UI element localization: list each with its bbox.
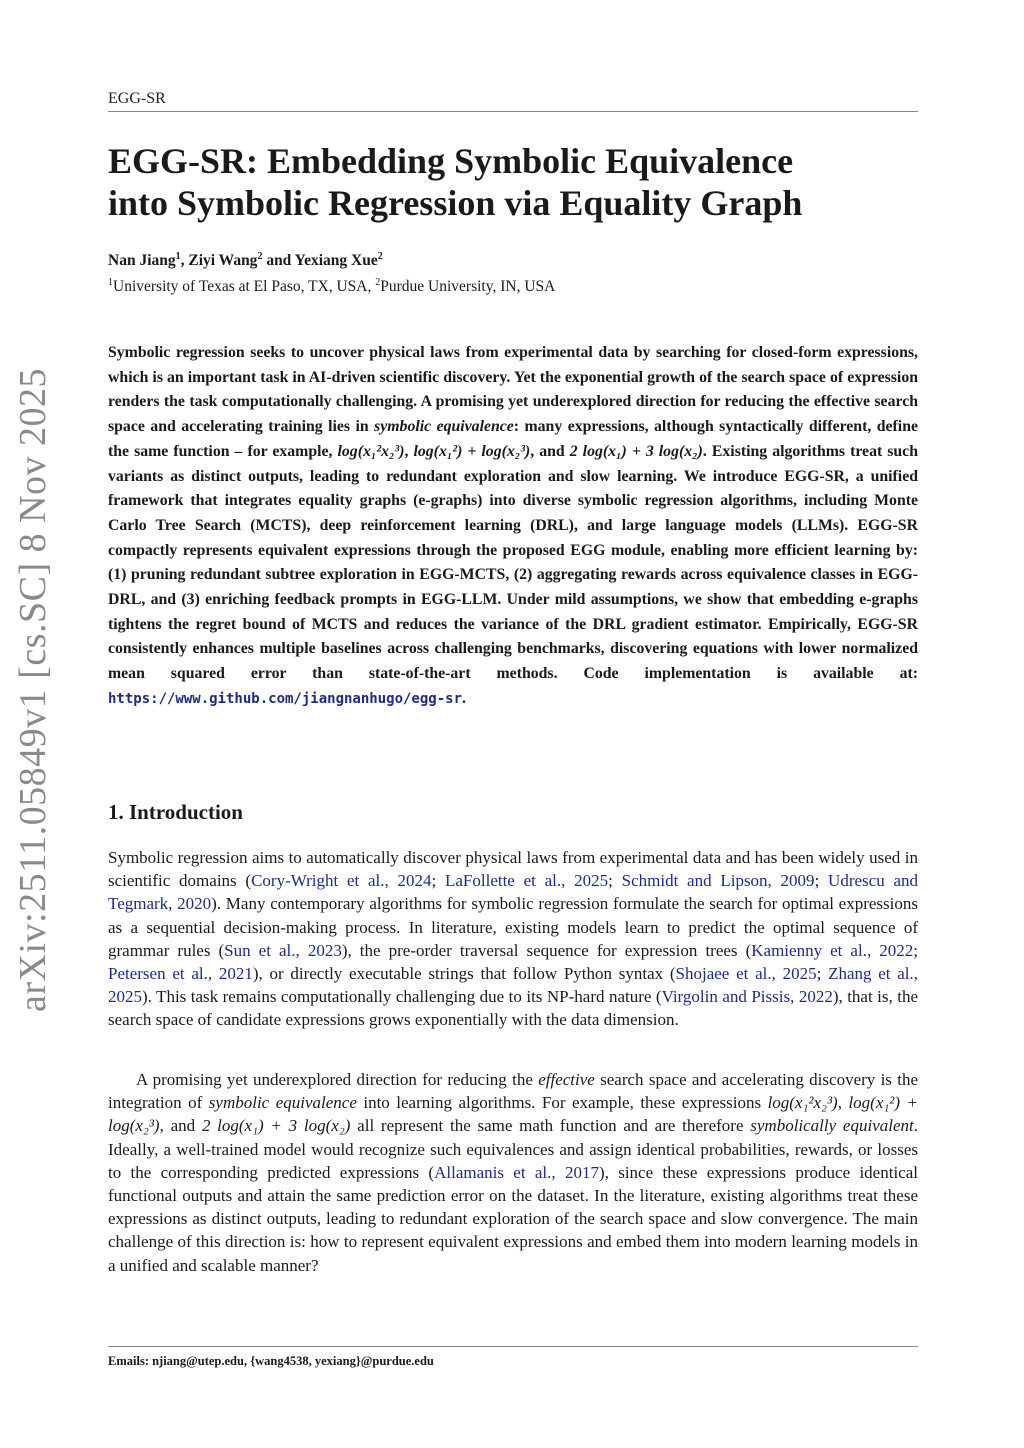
emphasis: effective (538, 1070, 595, 1089)
footnote-rule (108, 1346, 918, 1347)
abstract-text: . (462, 689, 466, 707)
affiliation-mark: 1 (108, 277, 113, 288)
affiliation-mark: 2 (377, 251, 383, 262)
citation-link[interactable]: Shojaee et al., 2025 (675, 964, 817, 984)
author-name: Yexiang Xue (294, 252, 378, 269)
body-text: ; (431, 871, 445, 891)
affiliation-mark: 1 (175, 251, 181, 262)
citation-link[interactable]: Cory-Wright et al., 2024 (251, 871, 432, 891)
body-text: Symbolic regression aims to automatically discover physical laws from experimental data and has been widely used in scientific domains ( (108, 848, 918, 891)
footnote-emails: Emails: njiang@utep.edu, {wang4538, yexiang}@purdue.edu (108, 1354, 434, 1368)
math-expression: 2 log(x₁) + 3 log(x₂) (201, 1116, 351, 1136)
citation-link[interactable]: Virgolin and Pissis, 2022 (661, 987, 833, 1007)
math-expression: log(x₁²) + log(x₂³) (413, 442, 531, 460)
math-expression: log(x₁²x₂³) (337, 442, 405, 460)
affiliation-text: Purdue University, IN, USA (380, 278, 556, 295)
body-text: , and (159, 1116, 202, 1136)
body-text: ), or directly executable strings that follow Python syntax ( (252, 964, 676, 984)
header-rule (108, 111, 918, 112)
abstract-text: Symbolic regression seeks to uncover physical laws from experimental data by searching for closed-form expressions, which is an important task in AI-driven scientific discovery. Yet the exponential growth of the search space of expression renders the task computationally challenging. A promising yet underexplored direction for reducing the effective search space and accelerating training lies in (108, 344, 918, 436)
author-separator: and (262, 252, 295, 269)
body-text: search space and accelerating discovery is the integration of (108, 1070, 918, 1113)
body-text: ). Many contemporary algorithms for symbolic regression formulate the search for optimal expressions as a sequential decision-making process. In literature, existing models learn to predict the optimal sequence of grammar rules ( (108, 894, 918, 960)
citation-link[interactable]: Allamanis et al., 2017 (434, 1162, 599, 1182)
body-text: ), that is, the search space of candidate expressions grows exponentially with the data dimension. (108, 987, 919, 1030)
affiliation-mark: 2 (375, 277, 381, 288)
citation-link[interactable]: Petersen et al., 2021 (108, 964, 253, 984)
abstract-text: : many expressions, although syntactically different, define the same function – for example, (108, 418, 918, 460)
intro-paragraph-2 (108, 1068, 918, 1277)
body-text: A promising yet underexplored direction for reducing the (136, 1070, 539, 1089)
citation-link[interactable]: Sun et al., 2023 (224, 940, 342, 960)
emphasis: symbolically equivalent (750, 1116, 914, 1136)
emphasis: symbolic equivalence (208, 1093, 357, 1113)
arxiv-identifier-stamp[interactable]: arXiv:2511.05849v1 [cs.SC] 8 Nov 2025 (12, 367, 54, 1012)
section-heading: 1. Introduction (108, 800, 243, 824)
body-text: ). This task remains computationally challenging due to its NP-hard nature ( (142, 987, 662, 1007)
author-name: Ziyi Wang (188, 252, 258, 269)
abstract-text: , and (530, 442, 570, 460)
citation-link[interactable]: Schmidt and Lipson, 2009 (621, 871, 815, 891)
paper-title (108, 140, 918, 224)
abstract-text: . Existing algorithms treat such variants as distinct outputs, leading to redundant exploration and slow learning. We introduce EGG-SR, a unified framework that integrates equality graphs (e-graphs) into diverse symbolic regression algorithms, including Monte Carlo Tree Search (MCTS), deep reinforcement learning (DRL), and large language models (LLMs). EGG-SR compactly represents equivalent expressions through the proposed EGG module, enabling more efficient learning by: (1) pruning redundant subtree exploration in EGG-MCTS, (2) aggregating rewards across equivalence classes in EGG-DRL, and (3) enriching feedback prompts in EGG-LLM. Under mild assumptions, we show that embedding e-graphs tightens the regret bound of MCTS and reduces the variance of the DRL gradient estimator. Empirically, EGG-SR consistently enhances multiple baselines across challenging benchmarks, discovering equations with lower normalized mean squared error than state-of-the-art methods. Code implementation is available at: (108, 442, 918, 683)
author-list (108, 252, 383, 270)
citation-link[interactable]: LaFollette et al., 2025 (444, 871, 609, 891)
affiliation-text: University of Texas at El Paso, TX, USA, (113, 278, 376, 295)
body-text: ; (608, 871, 622, 891)
author-separator: , (180, 252, 189, 269)
math-expression: log(x₁²) + log(x₂³) (108, 1093, 919, 1136)
code-link[interactable]: https://www.github.com/jiangnanhugo/egg-sr (108, 690, 463, 707)
citation-link[interactable]: Udrescu and Tegmark, 2020 (108, 871, 918, 914)
running-head: EGG-SR (108, 90, 166, 107)
body-text: ), the pre-order traversal sequence for expression trees ( (341, 940, 752, 960)
body-text: all represent the same math function and are therefore (350, 1116, 751, 1136)
abstract-emphasis: symbolic equivalence (374, 418, 514, 436)
abstract-text: , (404, 442, 414, 460)
title-line-2: into Symbolic Regression via Equality Graph (108, 183, 803, 223)
title-line-1: EGG-SR: Embedding Symbolic Equivalence (108, 141, 794, 181)
body-text: ; (814, 871, 829, 891)
body-text: , (837, 1093, 849, 1113)
body-text: ; (913, 940, 918, 960)
math-expression: log(x₁²x₂³) (767, 1093, 838, 1113)
abstract (108, 341, 918, 712)
intro-paragraph-1 (108, 846, 918, 1032)
body-text: ; (816, 964, 829, 984)
math-expression: 2 log(x₁) + 3 log(x₂) (569, 442, 703, 460)
body-text: into learning algorithms. For example, these expressions (356, 1093, 768, 1113)
affiliation-mark: 2 (257, 251, 263, 262)
body-text: ), since these expressions produce identical functional outputs and attain the same prediction error on the dataset. In the literature, existing algorithms treat these expressions as distinct outputs, leading to redundant exploration of the search space and slow convergence. The main challenge of this direction is: how to represent equivalent expressions and embed them into modern learning models in a unified and scalable manner? (108, 1162, 918, 1275)
affiliations (108, 278, 555, 296)
citation-link[interactable]: Kamienny et al., 2022 (751, 940, 914, 960)
body-text: . Ideally, a well-trained model would recognize such equivalences and assign identical probabilities, rewards, or losses to the corresponding predicted expressions ( (108, 1116, 918, 1182)
author-name: Nan Jiang (108, 252, 176, 269)
citation-link[interactable]: Zhang et al., 2025 (108, 964, 918, 1007)
